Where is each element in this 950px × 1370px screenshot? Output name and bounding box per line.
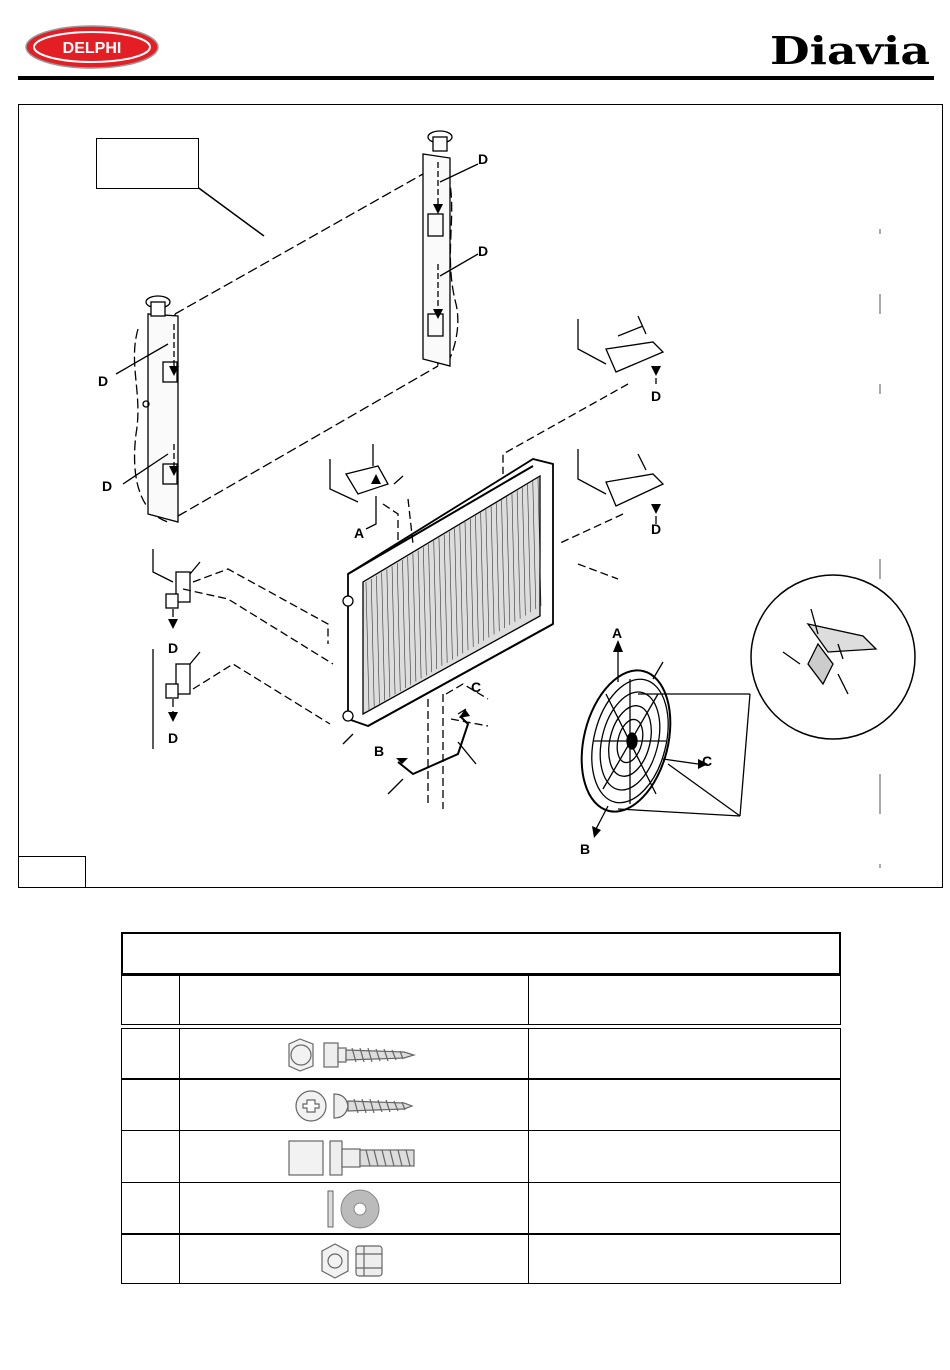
table-header-part bbox=[179, 975, 529, 1025]
table-cell-ref bbox=[121, 1079, 180, 1131]
radiator-d-arrows bbox=[174, 162, 438, 466]
table-cell-part bbox=[179, 1130, 529, 1183]
callout-c: C bbox=[471, 679, 482, 695]
bracket-upper-right bbox=[578, 316, 663, 372]
figure-number-box bbox=[18, 856, 86, 888]
bracket-lower-right bbox=[578, 449, 663, 506]
hex-nut-icon bbox=[320, 1240, 390, 1282]
callout-d: D bbox=[168, 730, 179, 746]
table-cell-description bbox=[528, 1028, 841, 1079]
figure-label-box bbox=[96, 138, 199, 189]
callout-a: A bbox=[612, 625, 623, 641]
hardware-parts-table bbox=[121, 932, 841, 1284]
table-cell-part bbox=[179, 1079, 529, 1131]
callout-d: D bbox=[478, 151, 489, 167]
callout-d: D bbox=[478, 243, 489, 259]
detail-magnifier bbox=[751, 575, 915, 739]
bracket-upper-left bbox=[153, 549, 200, 608]
radiator-outline bbox=[134, 174, 457, 522]
square-head-bolt-icon bbox=[286, 1137, 418, 1179]
table-cell-ref bbox=[121, 1234, 180, 1284]
callout-d: D bbox=[651, 521, 662, 537]
radiator-left-tank bbox=[143, 296, 178, 522]
callout-b: B bbox=[580, 841, 591, 857]
callout-d: D bbox=[168, 640, 179, 656]
table-cell-ref bbox=[121, 1028, 180, 1079]
flat-washer-icon bbox=[324, 1188, 384, 1230]
table-cell-ref bbox=[121, 1130, 180, 1183]
callout-d: D bbox=[98, 373, 109, 389]
table-cell-description bbox=[528, 1130, 841, 1183]
table-cell-ref bbox=[121, 1182, 180, 1234]
table-header-ref bbox=[121, 975, 180, 1025]
callout-c: C bbox=[702, 753, 713, 769]
table-cell-part bbox=[179, 1182, 529, 1234]
table-cell-description bbox=[528, 1079, 841, 1131]
table-header-description bbox=[528, 975, 841, 1025]
condenser bbox=[343, 459, 553, 726]
phillips-pan-tapping-screw-icon bbox=[294, 1086, 414, 1126]
delphi-logo-text: DELPHI bbox=[62, 40, 122, 57]
callout-b: B bbox=[374, 743, 385, 759]
callout-d: D bbox=[651, 388, 662, 404]
electric-fan bbox=[568, 661, 684, 821]
diavia-logo bbox=[768, 26, 934, 75]
table-cell-description bbox=[528, 1234, 841, 1284]
table-cell-description bbox=[528, 1182, 841, 1234]
table-cell-part bbox=[179, 1028, 529, 1079]
header-divider bbox=[18, 76, 934, 80]
table-cell-part bbox=[179, 1234, 529, 1284]
hex-flange-tapping-screw-icon bbox=[286, 1035, 416, 1075]
bracket-top-center bbox=[330, 444, 403, 529]
exploded-view-diagram bbox=[18, 104, 943, 888]
delphi-logo bbox=[24, 24, 160, 75]
callout-a: A bbox=[354, 525, 365, 541]
diavia-logo-text: Diavia bbox=[770, 28, 930, 70]
table-title bbox=[121, 932, 841, 975]
label-leader-line bbox=[196, 186, 264, 236]
callout-d: D bbox=[102, 478, 113, 494]
